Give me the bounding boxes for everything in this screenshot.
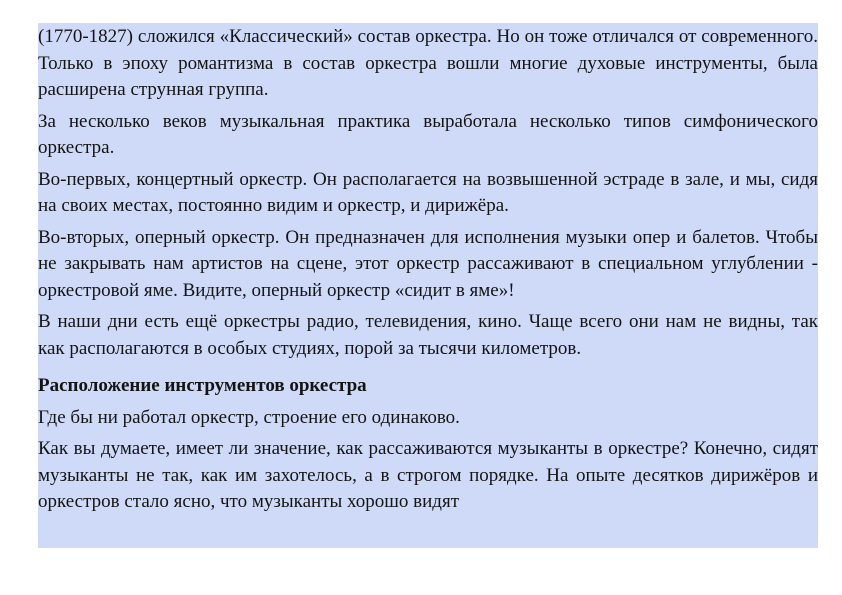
paragraph-concert-orchestra: Во-первых, концертный оркестр. Он располагается на возвышенной эстраде в зале, и мы, сидя на своих местах, постоянно видим и оркестр, и дирижёра. xyxy=(38,168,818,216)
paragraph-opera-orchestra: Во-вторых, оперный оркестр. Он предназначен для исполнения музыки опер и балетов. Чтобы не закрывать нам артистов на сцене, этот оркестр рассаживают в специальном углублении - оркестровой яме. Видите, оперный оркестр «сидит в яме»! xyxy=(38,226,818,301)
paragraph-orchestra-types: За несколько веков музыкальная практика выработала несколько типов симфонического оркестра. xyxy=(38,110,818,158)
section-heading: Расположение инструментов оркестра xyxy=(38,375,367,396)
text-block xyxy=(38,23,818,548)
paragraph-seating: Как вы думаете, имеет ли значение, как рассаживаются музыканты в оркестре? Конечно, сидят музыканты не так, как им захотелось, а в строгом порядке. На опыте десятков дирижёров и оркестров стало ясно, что музыканты хорошо видят xyxy=(38,438,818,512)
paragraph-classical-orchestra: (1770-1827) сложился «Классический» состав оркестра. Но он тоже отличался от современного. Только в эпоху романтизма в состав оркестра вошли многие духовые инструменты, была расширена струнная группа. xyxy=(38,26,818,100)
paragraph-radio-orchestras: В наши дни есть ещё оркестры радио, телевидения, кино. Чаще всего они нам не видны, так как располагаются в особых студиях, порой за тысячи километров. xyxy=(38,311,818,359)
paragraph-structure: Где бы ни работал оркестр, строение его одинаково. xyxy=(38,406,460,428)
